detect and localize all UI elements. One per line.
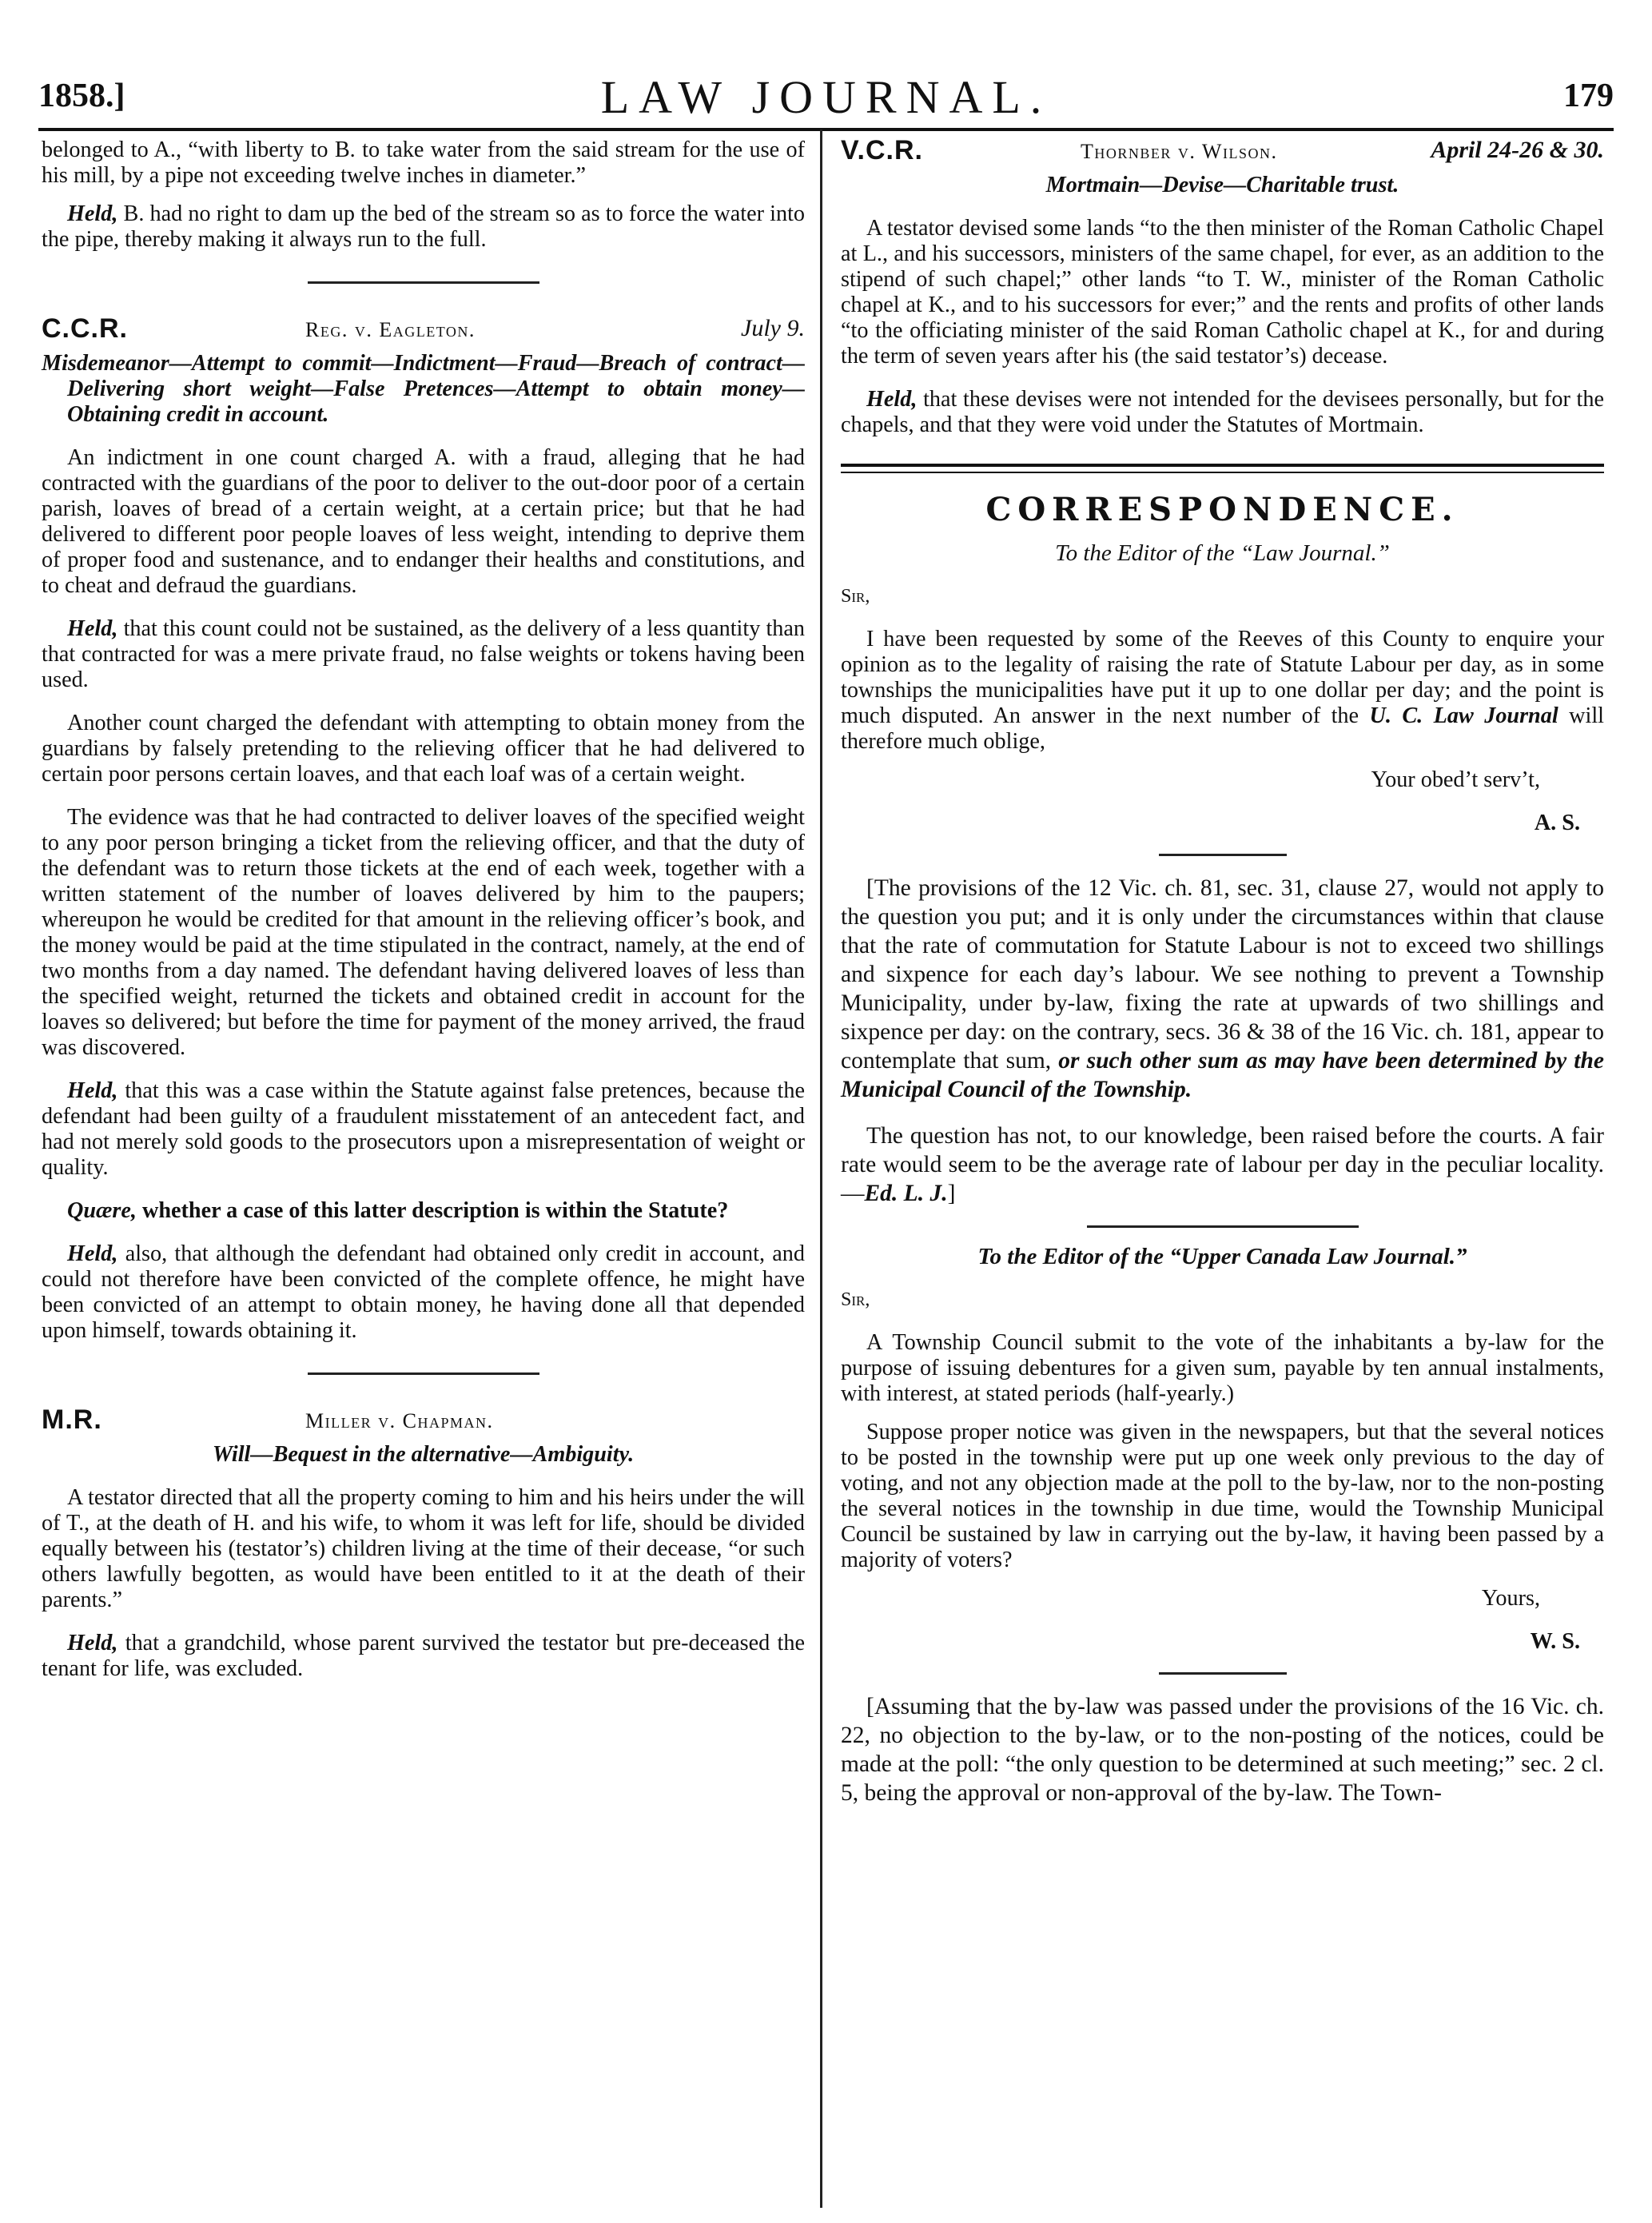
running-head	[38, 70, 1614, 134]
page-number: 179	[1563, 78, 1614, 114]
held-paragraph	[841, 387, 1604, 438]
editor-reply	[841, 874, 1604, 1104]
case-separator	[308, 281, 539, 284]
quaere-label: Quære,	[67, 1198, 137, 1223]
held-label: Held,	[67, 201, 118, 226]
section-rule	[841, 464, 1604, 473]
column-divider	[820, 129, 822, 2208]
held-label: Held,	[67, 1241, 118, 1266]
held-label: Held,	[67, 1078, 118, 1103]
letter-closing: Yours,	[1481, 1586, 1540, 1611]
case-headnote: Will—Bequest in the alternative—Ambiguity.	[212, 1442, 635, 1467]
editor-reply: [Assuming that the by-law was passed under the provisions of the 16 Vic. ch. 22, no objection to the by-law, or to the non-posting of the notices, could be made at the poll: “the only question to be determined at such meeting;” sec. 2 cl. 5, being the approval or non-approval of the by-law. The Town-	[841, 1694, 1604, 1806]
letter-closing: Your obed’t serv’t,	[1371, 767, 1540, 792]
right-column	[841, 137, 1604, 1825]
letter-salutation: Sir,	[841, 586, 870, 607]
reply-text: [The provisions of the 12 Vic. ch. 81, sec. 31, clause 27, would not apply to the question you put; and it is only under the circumstances within that clause that the rate of commutation for Statute Labour is not to exceed two shillings and sixpence for each day’s labour. We see nothing to prevent a Township Municipality, under by-law, fixing the rate at upwards of two shillings and sixpence per day: on the contrary, secs. 36 & 38 of the 16 Vic. ch. 181, appear to contemplate that sum,	[841, 875, 1604, 1074]
held-label: Held,	[67, 616, 118, 641]
left-column	[42, 137, 805, 1699]
case-paragraph: An indictment in one count charged A. with a fraud, alleging that he had contracted with the guardians of the poor to deliver to the out-door poor of a certain parish, loaves of bread of a certain weight, at a certain price; but that he had delivered to different poor people loaves of less weight, intending to deprive them of proper food and sustenance, and to endanger their healths and constitutions, and to cheat and defraud the guardians.	[42, 445, 805, 598]
letter-separator	[1087, 1225, 1359, 1228]
letter-text: I have been requested by some of the Reeves of this County to enquire your opinion as to the legality of raising the rate of Statute Labour per day, as in some townships the municipalities have put it up to one dollar per day; and the point is much disputed. An answer in the next number of the	[841, 627, 1604, 728]
case-headnote: Mortmain—Devise—Charitable trust.	[1045, 173, 1399, 197]
case-paragraph: The evidence was that he had contracted to deliver loaves of the specified weight to any poor person bringing a ticket from the relieving officer, and that the duty of the defendant was to return those tickets at the end of each week, together with a written statement of the number of loaves delivered by him to the paupers; whereupon he would be credited for that amount in the relieving officer’s book, and the money would be paid at the time stipulated in the contract, namely, at the end of two months from a day named. The defendant having delivered loaves of less than the specified weight, returned the tickets and obtained credit in account for the loaves so delivered; but before the time for payment of the money arrived, the fraud was discovered.	[42, 805, 805, 1060]
held-text: that this was a case within the Statute against false pretences, because the defendant had been guilty of a fraudulent misstatement of an antecedent fact, and had not merely sold goods to the prosecutors upon a misrepresentation of weight or quality.	[42, 1078, 805, 1180]
letter-addressee: To the Editor of the “Upper Canada Law Journal.”	[977, 1244, 1467, 1269]
reply-italic: or such other sum as may have been determined by the Municipal Council of the Township.	[841, 1048, 1604, 1102]
editor-signature: Ed. L. J.	[864, 1181, 948, 1206]
held-paragraph	[42, 616, 805, 693]
case-date: April 24-26 & 30.	[1431, 137, 1604, 163]
header-rule	[38, 128, 1614, 131]
letter-signature: W. S.	[1530, 1629, 1580, 1654]
letter-signature: A. S.	[1534, 811, 1580, 835]
quaere-paragraph	[42, 1198, 805, 1224]
quaere-text: whether a case of this latter description is within the Statute?	[136, 1198, 729, 1223]
held-label: Held,	[866, 387, 918, 412]
case-paragraph: A testator devised some lands “to the then minister of the Roman Catholic Chapel at L., and his successors, ministers of the same chapel, for ever, as an addition to the stipend of such chapel;” other lands “to T. W., minister of the Roman Catholic chapel at K., and to his successors for ever;” and the rents and profits of other lands “to the officiating minister of the said Roman Catholic chapel at K., for and during the term of seven years after his (the said testator’s) decease.	[841, 216, 1604, 369]
journal-name: U. C. Law Journal	[1369, 703, 1558, 728]
held-text: also, that although the defendant had obtained only credit in account, and could not therefore have been convicted of the complete offence, he might have been convicted of an attempt to obtain money, he having done all that depended upon himself, towards obtaining it.	[42, 1241, 805, 1343]
court-label: C.C.R.	[42, 313, 128, 344]
case-heading-miller	[42, 1404, 805, 1440]
editor-reply	[841, 1121, 1604, 1208]
case-heading-thornber	[841, 137, 1604, 171]
letter-addressee: To the Editor of the “Law Journal.”	[1055, 540, 1390, 566]
held-text: that a grandchild, whose parent survived the testator but pre-deceased the tenant for life, was excluded.	[42, 1631, 805, 1681]
letter-salutation: Sir,	[841, 1289, 870, 1310]
letter-separator	[1159, 854, 1287, 856]
held-text: that these devises were not intended for the devisees personally, but for the chapels, and that they were void under the Statutes of Mortmain.	[841, 387, 1604, 437]
continued-held	[42, 201, 805, 253]
correspondence-title: CORRESPONDENCE.	[985, 491, 1459, 528]
case-parties: Reg. v. Eagleton.	[305, 318, 476, 341]
letter-text-end: will therefore much oblige,	[841, 703, 1604, 754]
court-label: V.C.R.	[841, 135, 924, 165]
reply-text: The question has not, to our knowledge, been raised before the courts. A fair rate would seem to be the average rate of labour per day in the peculiar locality.—	[841, 1123, 1604, 1206]
court-label: M.R.	[42, 1404, 102, 1435]
held-paragraph	[42, 1078, 805, 1181]
held-paragraph	[42, 1241, 805, 1344]
case-heading-eagleton	[42, 313, 805, 349]
held-label: Held,	[67, 1631, 118, 1655]
letter-body: Suppose proper notice was given in the newspapers, but that the several notices to be posted in the township were put up one week only previous to the day of voting, and not any objection made at the poll to the by-law, nor to the non-posting the several notices in the township in due time, would the Township Municipal Council be sustained by law in carrying out the by-law, it having been passed by a majority of voters?	[841, 1420, 1604, 1572]
letter-body: A Township Council submit to the vote of the inhabitants a by-law for the purpose of issuing debentures for a given sum, payable by ten annual instalments, with interest, at stated periods (half-yearly.)	[841, 1330, 1604, 1406]
case-parties: Miller v. Chapman.	[305, 1409, 494, 1432]
letter-separator	[1159, 1672, 1287, 1675]
journal-title: LAW JOURNAL.	[600, 71, 1052, 123]
held-text: that this count could not be sustained, as the delivery of a less quantity than that contracted for was a mere private fraud, no false weights or tokens having been used.	[42, 616, 805, 692]
case-separator	[308, 1372, 539, 1375]
reply-bracket: ]	[947, 1181, 956, 1206]
case-headnote: Misdemeanor—Attempt to commit—Indictment—Fraud—Breach of contract—Delivering short weight—False Pretences—Attempt to obtain money—Obtaining credit in account.	[42, 351, 805, 427]
case-paragraph: Another count charged the defendant with attempting to obtain money from the guardians by falsely pretending to the relieving officer that he had delivered to certain poor persons certain loaves, and that each loaf was of a certain weight.	[42, 711, 805, 787]
held-paragraph	[42, 1631, 805, 1682]
held-text: B. had no right to dam up the bed of the stream so as to force the water into the pipe, thereby making it always run to the full.	[42, 201, 805, 252]
letter-body	[841, 627, 1604, 755]
continued-paragraph: belonged to A., “with liberty to B. to take water from the said stream for the use of his mill, by a pipe not exceeding twelve inches in diameter.”	[42, 137, 805, 188]
header-date: 1858.]	[38, 78, 125, 114]
case-parties: Thornber v. Wilson.	[1081, 140, 1278, 163]
case-paragraph: A testator directed that all the property coming to him and his heirs under the will of T., at the death of H. and his wife, to whom it was left for life, should be divided equally between his (testator’s) children living at the time of their decease, “or such others lawfully begotten, as would have been entitled to it at the death of their parents.”	[42, 1485, 805, 1612]
case-date: July 9.	[741, 315, 805, 341]
